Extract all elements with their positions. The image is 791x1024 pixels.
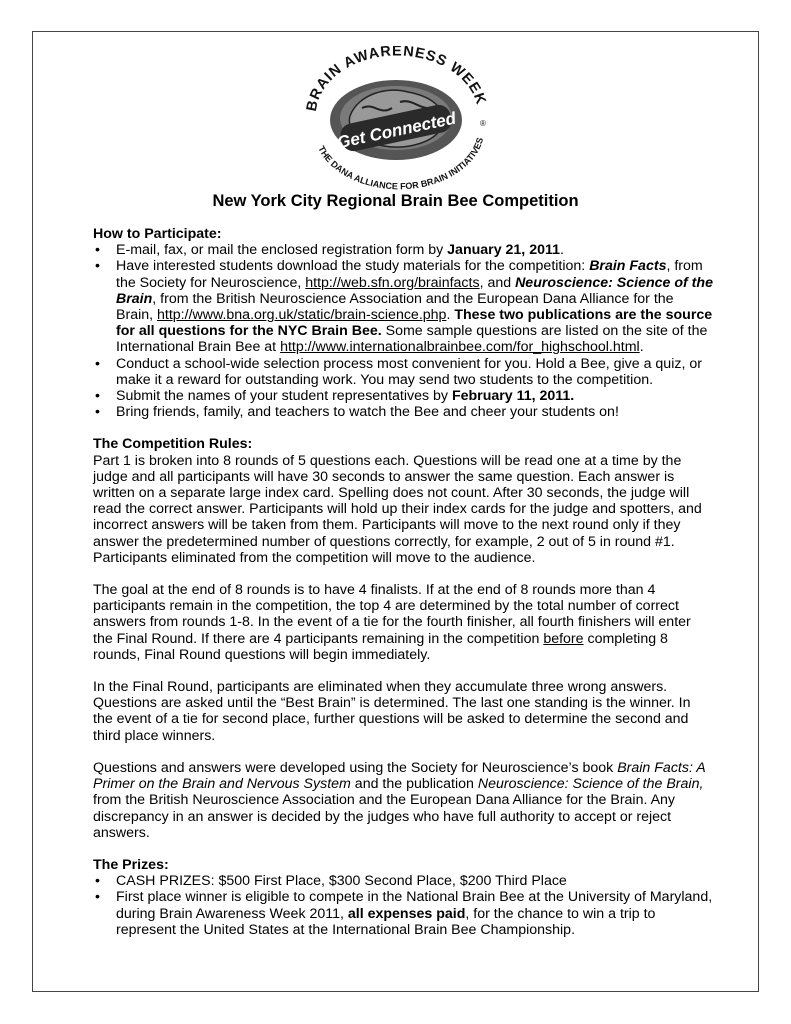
participation-list	[93, 242, 713, 420]
list-item: • CASH PRIZES: $500 First Place, $300 Second Place, $200 Third Place	[95, 873, 567, 890]
bullet: •	[95, 355, 100, 372]
bullet: •	[95, 404, 100, 421]
list-item: • E-mail, fax, or mail the enclosed registration form by January 21, 2011.	[95, 242, 564, 259]
competition-rules-heading: The Competition Rules:	[93, 436, 253, 453]
how-to-participate-heading: How to Participate:	[93, 226, 222, 242]
bullet: •	[95, 388, 100, 405]
rules-paragraph-3: In the Final Round, participants are eliminated when they accumulate three wrong answers. Questions are asked until the “Best Brain” is determined. The last one standing is the winner. In the event of a tie for second place, further questions will be asked to determine the second and third place winners.	[93, 679, 691, 744]
list-item: • Bring friends, family, and teachers to watch the Bee and cheer your students on!	[95, 404, 619, 421]
logo-bottom-text: THE DANA ALLIANCE FOR BRAIN INITIATIVES	[316, 136, 486, 192]
list-item: • First place winner is eligible to compete in the National Brain Bee at the University of Maryland, during Brain Awareness Week 2011, all expenses paid, for the chance to win a trip to represent the United States at the International Brain Bee Championship.	[95, 889, 713, 938]
list-item: • Have interested students download the study materials for the competition: Brain Facts, from the Society for Neuroscience, http://web.sfn.org/brainfacts, and Neuroscience: Science of the Brain, from the British Neuroscience Association and the European Dana Alliance for the Brain, http://www.bna.org.uk/static/brain-science.php. These two publications are the source for all questions for the NYC Brain Bee. Some sample questions are listed on the site of the International Brain Bee at http://www.internationalbrainbee.com/for_highschool.html.	[95, 258, 713, 356]
rules-paragraph-2: The goal at the end of 8 rounds is to have 4 finalists. If at the end of 8 rounds more than 4 participants remain in the competition, the top 4 are determined by the total number of correct answers from rounds 1-8. In the event of a tie for the fourth finisher, all fourth finishers will enter the Final Round. If there are 4 participants remaining in the competition before completing 8 rounds, Final Round questions will begin immediately.	[93, 582, 691, 663]
list-item: • Conduct a school-wide selection process most convenient for you. Hold a Bee, give a quiz, or make it a reward for outstanding work. You may send two students to the competition.	[95, 355, 702, 388]
bna-brain-science-link[interactable]: http://www.bna.org.uk/static/brain-science.php	[157, 307, 447, 324]
brainfacts-link[interactable]: http://web.sfn.org/brainfacts	[305, 274, 480, 291]
bullet: •	[95, 242, 100, 259]
prizes-heading: The Prizes:	[93, 856, 169, 873]
international-brain-bee-link[interactable]: http://www.internationalbrainbee.com/for_highschool.html	[280, 339, 640, 356]
bullet: •	[95, 258, 100, 275]
rules-paragraph-1: Part 1 is broken into 8 rounds of 5 questions each. Questions will be read one at a time by the judge and all participants will have 30 seconds to answer the same question. Each answer is written on a separate large index card. Spelling does not count. After 30 seconds, the judge will read the correct answer. Participants will hold up their index cards for the judge and spotters, and incorrect answers will be taken from them. Participants will move to the next round only if they answer the predetermined number of questions correctly, for example, 2 out of 5 in round #1. Participants eliminated from the competition will move to the audience.	[93, 452, 702, 566]
logo-center-text: Get Connected	[335, 108, 458, 153]
document-body	[93, 226, 713, 938]
list-item: • Submit the names of your student representatives by February 11, 2011.	[95, 388, 575, 405]
brain-awareness-week-logo	[288, 46, 502, 194]
bullet: •	[95, 873, 100, 890]
prizes-list	[93, 873, 713, 938]
rules-paragraph-4: Questions and answers were developed using the Society for Neuroscience’s book Brain Facts: A Primer on the Brain and Nervous System and the publication Neuroscience: Science of the Brain, from the British Neuroscience Association and the European Dana Alliance for the Brain. Any discrepancy in an answer is decided by the judges who have full authority to accept or reject answers.	[93, 759, 706, 841]
bullet: •	[95, 889, 100, 906]
page-title: New York City Regional Brain Bee Competition	[212, 192, 579, 210]
logo-registered-mark: ®	[480, 119, 486, 128]
logo-top-text: BRAIN AWARENESS WEEK	[303, 46, 489, 113]
